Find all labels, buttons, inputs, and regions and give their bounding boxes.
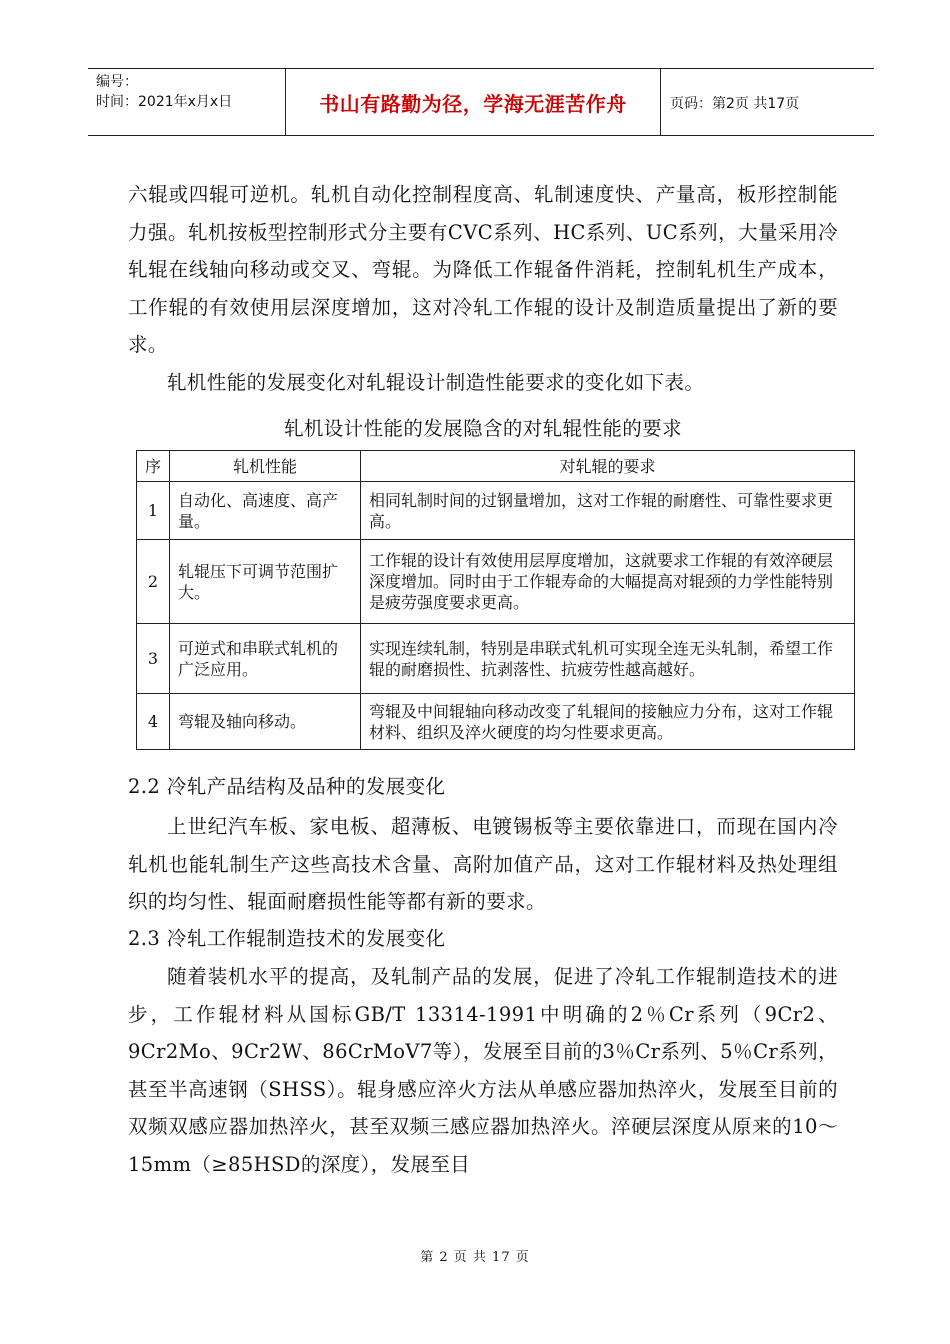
row-number: 1 (137, 482, 170, 540)
roll-requirement-cell: 工作辊的设计有效使用层厚度增加，这就要求工作辊的有效淬硬层深度增加。同时由于工作辊寿命的大幅提高对辊颈的力学性能特别是疲劳强度要求更高。 (361, 540, 855, 624)
column-header-roll-requirement: 对轧辊的要求 (361, 451, 855, 482)
mill-performance-cell: 可逆式和串联式轧机的广泛应用。 (170, 624, 361, 694)
table-row (137, 540, 855, 624)
requirements-table (136, 450, 855, 750)
mill-performance-cell: 自动化、高速度、高产量。 (170, 482, 361, 540)
paragraph-table-intro: 轧机性能的发展变化对轧辊设计制造性能要求的变化如下表。 (167, 371, 705, 394)
mill-performance-cell: 弯辊及轴向移动。 (170, 694, 361, 750)
row-number: 4 (137, 694, 170, 750)
paragraph-section-2-3: 随着装机水平的提高，及轧制产品的发展，促进了冷轧工作辊制造技术的进步，工作辊材料从国标GB/T 13314-1991中明确的2％Cr系列（9Cr2、9Cr2Mo、9Cr2W、86CrMoV7等），发展至目前的3％Cr系列、5％Cr系列，甚至半高速钢（SHSS）。辊身感应淬火方法从单感应器加热淬火，发展至目前的双频双感应器加热淬火，甚至双频三感应器加热淬火。淬硬层深度从原来的10～15mm（≥85HSD的深度），发展至目 (128, 965, 838, 1176)
header-meta (88, 69, 286, 135)
section-heading-2-2: 2.2 冷轧产品结构及品种的发展变化 (128, 775, 446, 798)
section-heading-2-3: 2.3 冷轧工作辊制造技术的发展变化 (128, 927, 446, 950)
table-caption: 轧机设计性能的发展隐含的对轧辊性能的要求 (283, 417, 682, 440)
column-header-no: 序 (137, 451, 170, 482)
roll-requirement-cell: 相同轧制时间的过钢量增加，这对工作辊的耐磨性、可靠性要求更高。 (361, 482, 855, 540)
header-page-label: 页码：第2页 共17页 (670, 96, 800, 112)
table-row (137, 624, 855, 694)
header-motto: 书山有路勤为径，学海无涯苦作舟 (286, 69, 661, 135)
row-number: 3 (137, 624, 170, 694)
document-header (88, 68, 874, 136)
table-row (137, 694, 855, 750)
roll-requirement-cell: 弯辊及中间辊轴向移动改变了轧辊间的接触应力分布，这对工作辊材料、组织及淬火硬度的均匀性要求更高。 (361, 694, 855, 750)
row-number: 2 (137, 540, 170, 624)
column-header-mill-performance: 轧机性能 (170, 451, 361, 482)
paragraph-section-2-2: 上世纪汽车板、家电板、超薄板、电镀锡板等主要依靠进口，而现在国内冷轧机也能轧制生产这些高技术含量、高附加值产品，这对工作辊材料及热处理组织的均匀性、辊面耐磨损性能等都有新的要求。 (128, 815, 838, 913)
roll-requirement-cell: 实现连续轧制，特别是串联式轧机可实现全连无头轧制，希望工作辊的耐磨损性、抗剥落性、抗疲劳性越高越好。 (361, 624, 855, 694)
mill-performance-cell: 轧辊压下可调节范围扩大。 (170, 540, 361, 624)
time-label: 时间：2021年x月x日 (96, 94, 233, 110)
paragraph-intro: 六辊或四辊可逆机。轧机自动化控制程度高、轧制速度快、产量高，板形控制能力强。轧机按板型控制形式分主要有CVC系列、HC系列、UC系列，大量采用冷轧辊在线轴向移动或交叉、弯辊。为降低工作辊备件消耗，控制轧机生产成本，工作辊的有效使用层深度增加，这对冷轧工作辊的设计及制造质量提出了新的要求。 (128, 183, 838, 356)
number-label: 编号： (96, 74, 138, 90)
table-header-row (137, 451, 855, 482)
table-row (137, 482, 855, 540)
page-footer: 第 2 页 共 17 页 (420, 1250, 530, 1265)
